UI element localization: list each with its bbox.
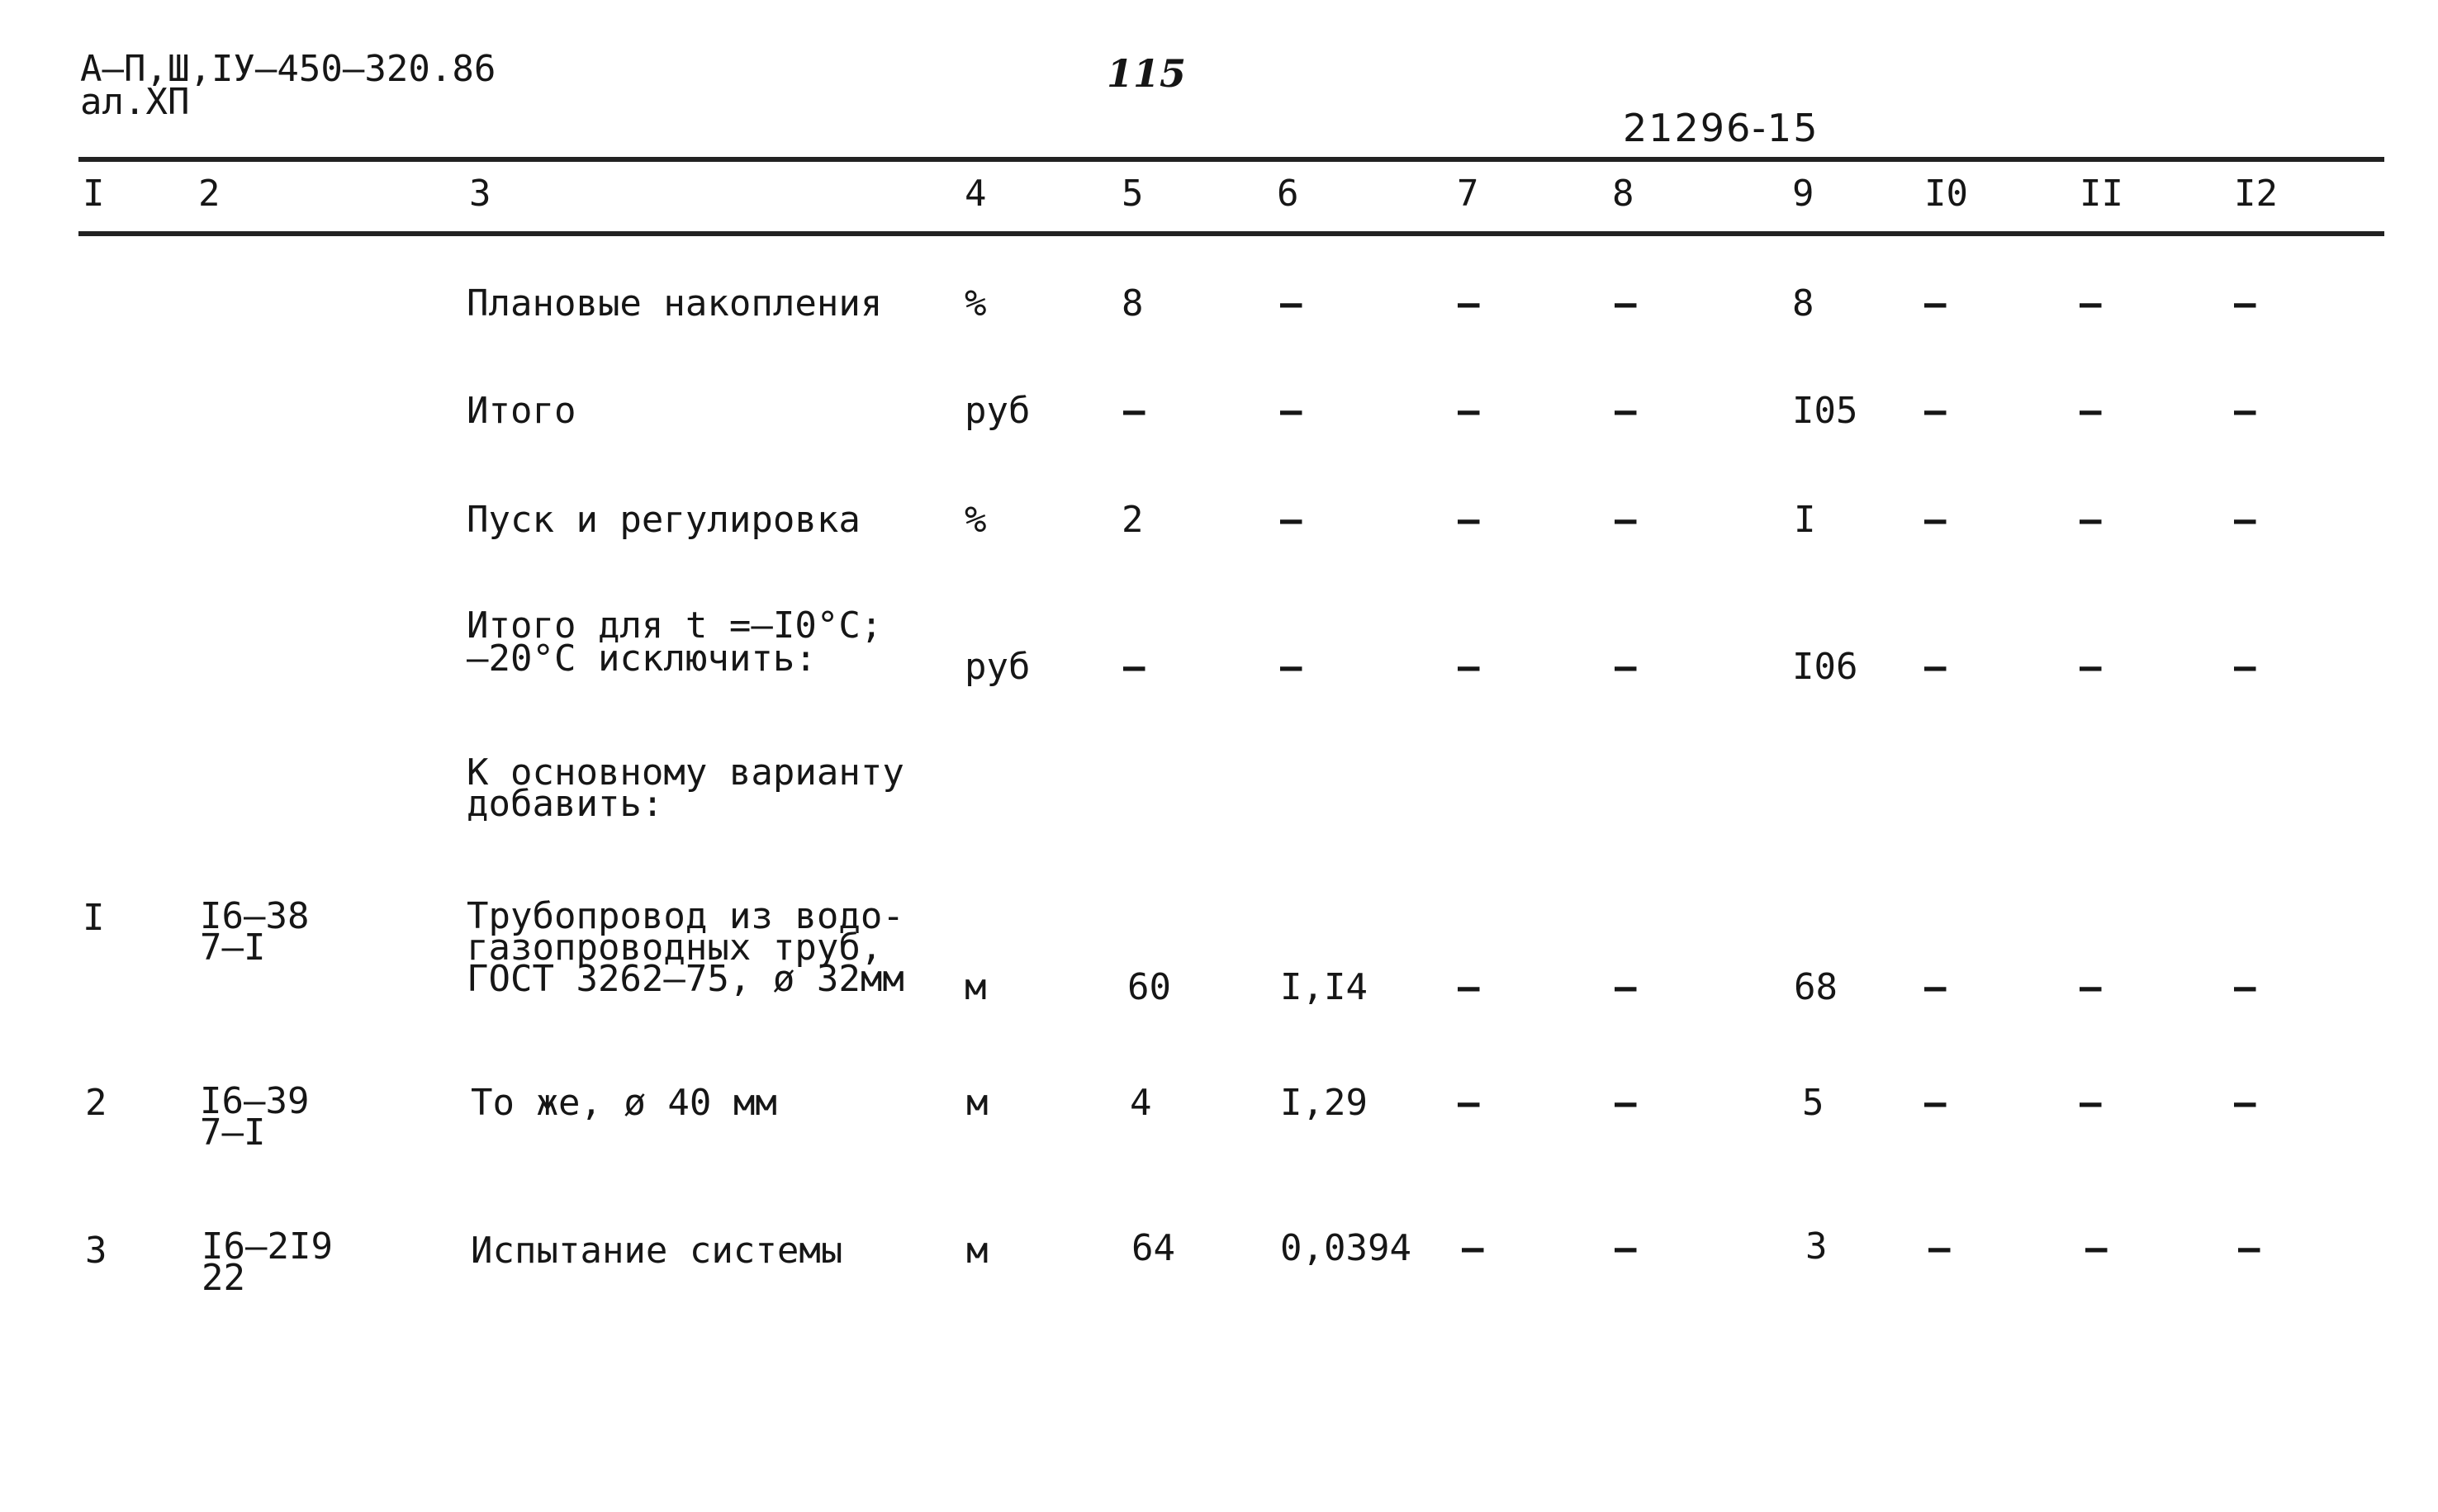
row-col5: 60 xyxy=(1127,966,1171,1008)
row-description: Пуск и регулировка xyxy=(467,499,861,541)
row-col6: I,29 xyxy=(1280,1082,1368,1124)
registration-stamp: 21296-15 xyxy=(1623,106,1819,150)
column-header-12: I2 xyxy=(2234,173,2278,215)
row-col6: – xyxy=(1280,646,1302,688)
row-description-line2: газопроводных труб, xyxy=(467,927,883,969)
row-unit: м xyxy=(966,1082,989,1124)
row-col7: – xyxy=(1458,1082,1480,1124)
row-unit: % xyxy=(965,282,987,325)
row-col5: 8 xyxy=(1122,282,1144,325)
row-col5: – xyxy=(1123,390,1145,432)
row-col6: – xyxy=(1280,499,1302,541)
row-description-line1: Итого для t =–I0°C; xyxy=(467,604,883,647)
column-header-4: 4 xyxy=(965,173,987,215)
row-col10: – xyxy=(1924,1082,1947,1124)
table-top-rule xyxy=(78,157,2384,162)
row-col9: I06 xyxy=(1792,646,1858,688)
row-col10: – xyxy=(1924,499,1947,541)
row-col9: 3 xyxy=(1805,1225,1828,1268)
row-col10: – xyxy=(1924,966,1947,1008)
row-description-line1: Трубопровод из водо- xyxy=(467,895,904,937)
row-col12: – xyxy=(2234,390,2256,432)
row-unit: руб xyxy=(965,390,1031,432)
row-col8: – xyxy=(1615,282,1637,325)
row-code-line1: I6–39 xyxy=(200,1080,310,1122)
column-header-6: 6 xyxy=(1277,173,1299,215)
row-col11: – xyxy=(2080,390,2102,432)
row-code-line1: I6–2I9 xyxy=(202,1225,333,1268)
row-col5: 2 xyxy=(1122,499,1144,541)
row-description: Испытание системы xyxy=(471,1230,843,1272)
row-col8: – xyxy=(1615,646,1637,688)
row-col12: – xyxy=(2234,1082,2256,1124)
album-number: ал.XП xyxy=(80,81,190,123)
row-col9: I05 xyxy=(1792,390,1858,432)
row-unit: руб xyxy=(965,646,1031,688)
column-header-9: 9 xyxy=(1792,173,1814,215)
row-number: I xyxy=(83,897,105,939)
row-col12: – xyxy=(2238,1227,2260,1269)
row-unit: м xyxy=(965,966,987,1008)
column-header-2: 2 xyxy=(198,173,221,215)
row-col8: – xyxy=(1615,1082,1637,1124)
column-header-3: 3 xyxy=(469,173,491,215)
row-col5: – xyxy=(1123,646,1145,688)
page-number: 115 xyxy=(1107,51,1187,96)
row-col8: – xyxy=(1615,499,1637,541)
column-header-7: 7 xyxy=(1457,173,1479,215)
row-col9: 5 xyxy=(1802,1082,1824,1124)
row-col10: – xyxy=(1924,282,1947,325)
row-col11: – xyxy=(2080,966,2102,1008)
row-description: Плановые накопления xyxy=(467,282,883,325)
row-description-line3: ГОСТ 3262–75, ø 32мм xyxy=(467,958,904,1000)
row-description-line2: –20°C исключить: xyxy=(467,638,817,680)
row-col5: 64 xyxy=(1131,1227,1175,1269)
row-col11: – xyxy=(2085,1227,2108,1269)
row-code-line2: 22 xyxy=(202,1257,245,1299)
row-code-line2: 7–I xyxy=(200,1111,266,1154)
row-col9: 68 xyxy=(1794,966,1838,1008)
column-header-11: II xyxy=(2080,173,2123,215)
row-col7: – xyxy=(1458,282,1480,325)
row-col11: – xyxy=(2080,1082,2102,1124)
row-col7: – xyxy=(1462,1227,1484,1269)
row-col12: – xyxy=(2234,966,2256,1008)
row-col6: I,I4 xyxy=(1280,966,1368,1008)
row-unit: м xyxy=(966,1230,989,1272)
row-col6: 0,0394 xyxy=(1280,1227,1411,1269)
table-header-rule xyxy=(78,231,2384,236)
row-col7: – xyxy=(1458,499,1480,541)
row-col12: – xyxy=(2234,282,2256,325)
row-number: 2 xyxy=(85,1082,107,1124)
row-col11: – xyxy=(2080,499,2102,541)
row-col11: – xyxy=(2080,646,2102,688)
column-header-10: I0 xyxy=(1924,173,1968,215)
row-col7: – xyxy=(1458,646,1480,688)
row-unit: % xyxy=(965,499,987,541)
column-header-5: 5 xyxy=(1122,173,1144,215)
row-col6: – xyxy=(1280,390,1302,432)
row-col8: – xyxy=(1615,390,1637,432)
column-header-8: 8 xyxy=(1612,173,1634,215)
row-col6: – xyxy=(1280,282,1302,325)
row-code-line2: 7–I xyxy=(200,927,266,969)
row-col10: – xyxy=(1924,390,1947,432)
row-col8: – xyxy=(1615,1227,1637,1269)
column-header-1: I xyxy=(83,173,105,215)
row-number: 3 xyxy=(85,1230,107,1272)
row-col5: 4 xyxy=(1130,1082,1152,1124)
section-heading-line1: К основному варианту xyxy=(467,751,904,794)
row-col8: – xyxy=(1615,966,1637,1008)
section-heading-line2: добавить: xyxy=(467,783,664,825)
row-col12: – xyxy=(2234,499,2256,541)
row-code-line1: I6–38 xyxy=(200,895,310,937)
row-col10: – xyxy=(1924,646,1947,688)
row-col7: – xyxy=(1458,390,1480,432)
row-description: Итого xyxy=(467,390,576,432)
row-col7: – xyxy=(1458,966,1480,1008)
row-col9: I xyxy=(1794,499,1816,541)
row-col10: – xyxy=(1928,1227,1951,1269)
document-code: А–П,Ш,IУ–450–320.86 xyxy=(80,48,496,90)
row-col11: – xyxy=(2080,282,2102,325)
row-col12: – xyxy=(2234,646,2256,688)
row-description: То же, ø 40 мм xyxy=(471,1082,777,1124)
row-col9: 8 xyxy=(1792,282,1814,325)
